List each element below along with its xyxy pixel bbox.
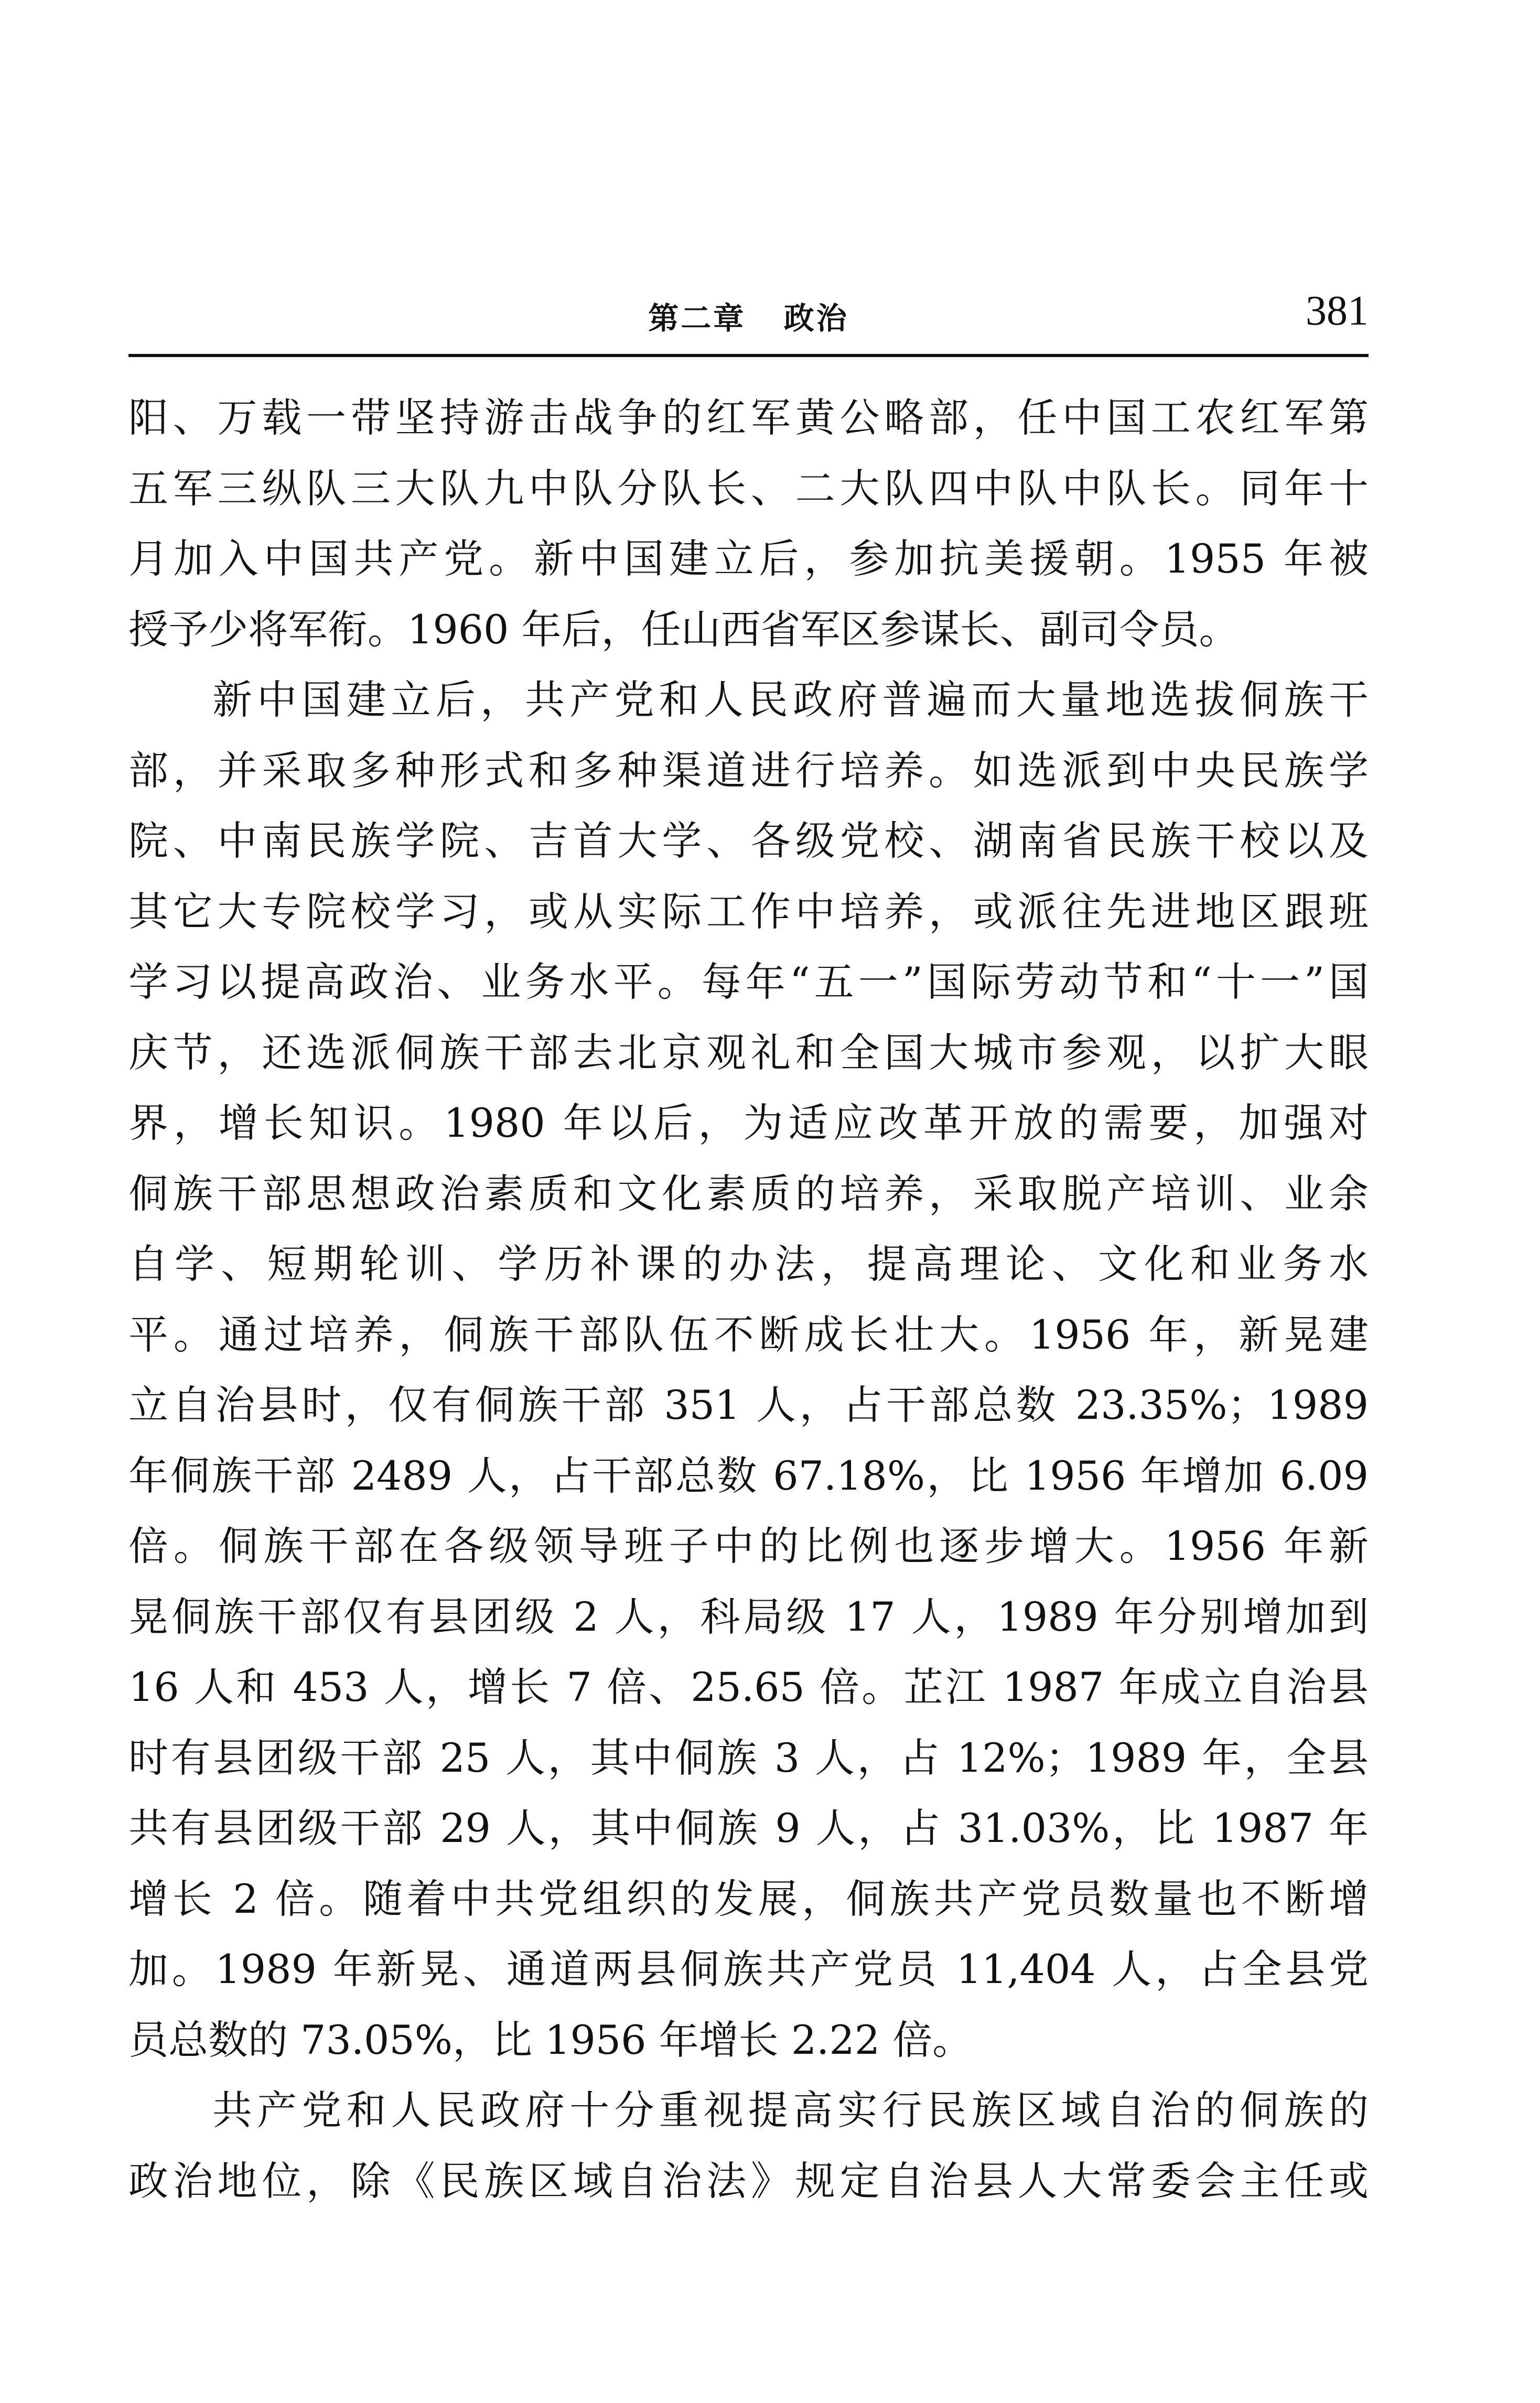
text-line: 其它大专院校学习，或从实际工作中培养，或派往先进地区跟班 [128,888,1369,935]
text-line: 立自治县时，仅有侗族干部 351 人，占干部总数 23.35%；1989 [128,1382,1369,1428]
text-line: 共产党和人民政府十分重视提高实行民族区域自治的侗族的 [212,2087,1369,2133]
text-line: 倍。侗族干部在各级领导班子中的比例也逐步增大。1956 年新 [128,1523,1369,1569]
paragraph-2 [128,665,1369,2075]
paragraph-1 [128,383,1369,665]
text-line: 16 人和 453 人，增长 7 倍、25.65 倍。芷江 1987 年成立自治县 [128,1664,1369,1710]
text-line: 员总数的 73.05%，比 1956 年增长 2.22 倍。 [128,2016,973,2063]
text-line: 阳、万载一带坚持游击战争的红军黄公略部，任中国工农红军第 [128,394,1369,441]
text-line: 部，并采取多种形式和多种渠道进行培养。如选派到中央民族学 [128,747,1369,794]
text-line: 年侗族干部 2489 人，占干部总数 67.18%，比 1956 年增加 6.09 [128,1452,1369,1499]
text-line: 五军三纵队三大队九中队分队长、二大队四中队中队长。同年十 [128,465,1369,512]
paragraph-3 [128,2075,1369,2216]
text-line: 授予少将军衔。1960 年后，任山西省军区参谋长、副司令员。 [128,606,1239,653]
text-line: 侗族干部思想政治素质和文化素质的培养，采取脱产培训、业余 [128,1170,1369,1217]
text-line: 加。1989 年新晃、通道两县侗族共产党员 11,404 人，占全县党 [128,1946,1369,1992]
text-line: 平。通过培养，侗族干部队伍不断成长壮大。1956 年，新晃建 [128,1311,1369,1358]
text-line: 院、中南民族学院、吉首大学、各级党校、湖南省民族干校以及 [128,817,1369,864]
text-line: 政治地位，除《民族区域自治法》规定自治县人大常委会主任或 [128,2157,1369,2204]
page-number: 381 [1306,288,1369,334]
chapter-title: 第二章 政治 [648,300,849,336]
text-line: 增长 2 倍。随着中共党组织的发展，侗族共产党员数量也不断增 [128,1875,1369,1922]
text-line: 月加入中国共产党。新中国建立后，参加抗美援朝。1955 年被 [128,535,1369,582]
text-line: 新中国建立后，共产党和人民政府普遍而大量地选拔侗族干 [212,676,1369,723]
running-header [128,283,1369,341]
text-line: 学习以提高政治、业务水平。每年“五一”国际劳动节和“十一”国 [128,958,1369,1005]
text-line: 共有县团级干部 29 人，其中侗族 9 人，占 31.03%，比 1987 年 [128,1805,1369,1851]
header-rule [128,354,1369,357]
text-line: 时有县团级干部 25 人，其中侗族 3 人，占 12%；1989 年，全县 [128,1734,1369,1781]
text-line: 晃侗族干部仅有县团级 2 人，科局级 17 人，1989 年分别增加到 [128,1593,1369,1640]
body-text [128,383,1369,2216]
text-line: 庆节，还选派侗族干部去北京观礼和全国大城市参观，以扩大眼 [128,1029,1369,1076]
text-line: 界，增长知识。1980 年以后，为适应改革开放的需要，加强对 [128,1100,1369,1146]
text-line: 自学、短期轮训、学历补课的办法，提高理论、文化和业务水 [128,1241,1369,1287]
